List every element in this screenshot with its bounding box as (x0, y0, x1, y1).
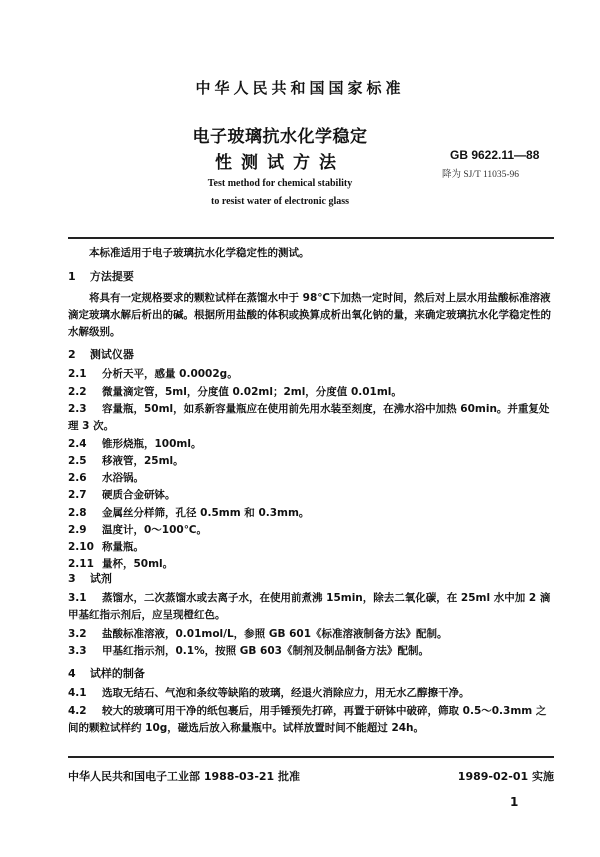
item-text: 移液管，25ml。 (102, 455, 184, 467)
list-item (68, 590, 554, 624)
item-number: 2.1 (68, 368, 87, 380)
item-text: 甲基红指示剂，0.1%，按照 GB 603《制剂及制品制备方法》配制。 (102, 645, 429, 657)
section-number: 1 (68, 270, 76, 283)
section-number: 2 (68, 348, 76, 361)
section-3-heading (68, 570, 112, 586)
section-1-heading (68, 268, 134, 284)
item-number: 2.10 (68, 541, 94, 553)
top-divider (68, 237, 554, 239)
item-text: 盐酸标准溶液，0.01mol/L，参照 GB 601《标准溶液制备方法》配制。 (102, 628, 448, 640)
item-number: 2.11 (68, 558, 94, 570)
item-number: 3.2 (68, 628, 87, 640)
list-item (68, 487, 554, 504)
list-item (68, 643, 554, 660)
list-item (68, 401, 554, 435)
english-title-line2: to resist water of electronic glass (210, 196, 350, 207)
list-item (68, 470, 554, 487)
item-text: 较大的玻璃可用干净的纸包裹后，用手锤预先打碎，再置于研钵中破碎，筛取 0.5～0.3mm 之间的颗粒试样约 10g，磁选后放入称量瓶中。试样放置时间不能超过 24h。 (68, 705, 547, 734)
page-number: 1 (510, 795, 519, 809)
list-item (68, 453, 554, 470)
standard-number: GB 9622.11—88 (450, 148, 540, 162)
item-text: 水浴锅。 (102, 472, 144, 484)
section-title: 测试仪器 (89, 348, 134, 361)
scope-statement: 本标准适用于电子玻璃抗水化学稳定性的测试。 (89, 247, 310, 259)
list-item (68, 522, 554, 539)
section-1-paragraph: 将具有一定规格要求的颗粒试样在蒸馏水中于 98℃下加热一定时间，然后对上层水用盐酸标准溶液滴定玻璃水解后析出的碱。根据所用盐酸的体积或换算成析出氧化钠的量，来确定玻璃抗水化学稳定性的水解级别。 (68, 292, 551, 338)
item-number: 2.4 (68, 438, 87, 450)
english-title-line1: Test method for chemical stability (207, 178, 353, 189)
section-number: 3 (68, 572, 76, 585)
replaced-by-note: 降为 SJ/T 11035-96 (442, 170, 520, 180)
section-2-heading (68, 346, 134, 362)
item-text: 容量瓶，50ml，如系新容量瓶应在使用前先用水装至刻度，在沸水浴中加热 60min。并重复处理 3 次。 (68, 403, 550, 432)
document-title-line1: 电子玻璃抗水化学稳定 (192, 127, 368, 147)
item-text: 分析天平，感量 0.0002g。 (102, 368, 238, 380)
section-title: 试剂 (89, 572, 112, 585)
list-item (68, 436, 554, 453)
item-text: 温度计，0～100℃。 (102, 524, 207, 536)
footer-divider (68, 756, 554, 758)
item-text: 微量滴定管，5ml，分度值 0.02ml；2ml，分度值 0.01ml。 (102, 386, 402, 398)
section-4-heading (68, 665, 145, 681)
national-standard-heading: 中华人民共和国国家标准 (195, 79, 405, 97)
item-text: 量杯，50ml。 (102, 558, 174, 570)
item-text: 硬质合金研钵。 (102, 489, 176, 501)
item-number: 4.1 (68, 687, 87, 699)
item-number: 2.6 (68, 472, 87, 484)
item-number: 2.5 (68, 455, 87, 467)
item-number: 2.3 (68, 403, 87, 415)
item-text: 蒸馏水，二次蒸馏水或去离子水，在使用前煮沸 15min，除去二氧化碳，在 25ml 水中加 2 滴甲基红指示剂后，应呈现橙红色。 (68, 592, 551, 621)
list-item (68, 384, 554, 401)
list-item (68, 539, 554, 556)
approval-note: 中华人民共和国电子工业部 1988-03-21 批准 (68, 770, 301, 783)
list-item (68, 703, 554, 737)
list-item (68, 626, 554, 643)
item-number: 2.9 (68, 524, 87, 536)
item-text: 选取无结石、气泡和条纹等缺陷的玻璃，经退火消除应力，用无水乙醇擦干净。 (102, 687, 470, 699)
document-title-line2: 性测试方法 (215, 153, 345, 173)
list-item (68, 505, 554, 522)
item-text: 锥形烧瓶，100ml。 (102, 438, 202, 450)
item-number: 3.3 (68, 645, 87, 657)
item-number: 3.1 (68, 592, 87, 604)
section-number: 4 (68, 667, 76, 680)
item-number: 4.2 (68, 705, 87, 717)
list-item (68, 685, 554, 702)
item-text: 金属丝分样筛，孔径 0.5mm 和 0.3mm。 (102, 507, 310, 519)
list-item (68, 366, 554, 383)
section-title: 试样的制备 (89, 667, 145, 680)
list-item (68, 556, 554, 573)
section-title: 方法提要 (89, 270, 134, 283)
item-number: 2.8 (68, 507, 87, 519)
item-number: 2.7 (68, 489, 87, 501)
effective-date: 1989-02-01 实施 (457, 770, 554, 783)
item-number: 2.2 (68, 386, 87, 398)
item-text: 称量瓶。 (102, 541, 144, 553)
